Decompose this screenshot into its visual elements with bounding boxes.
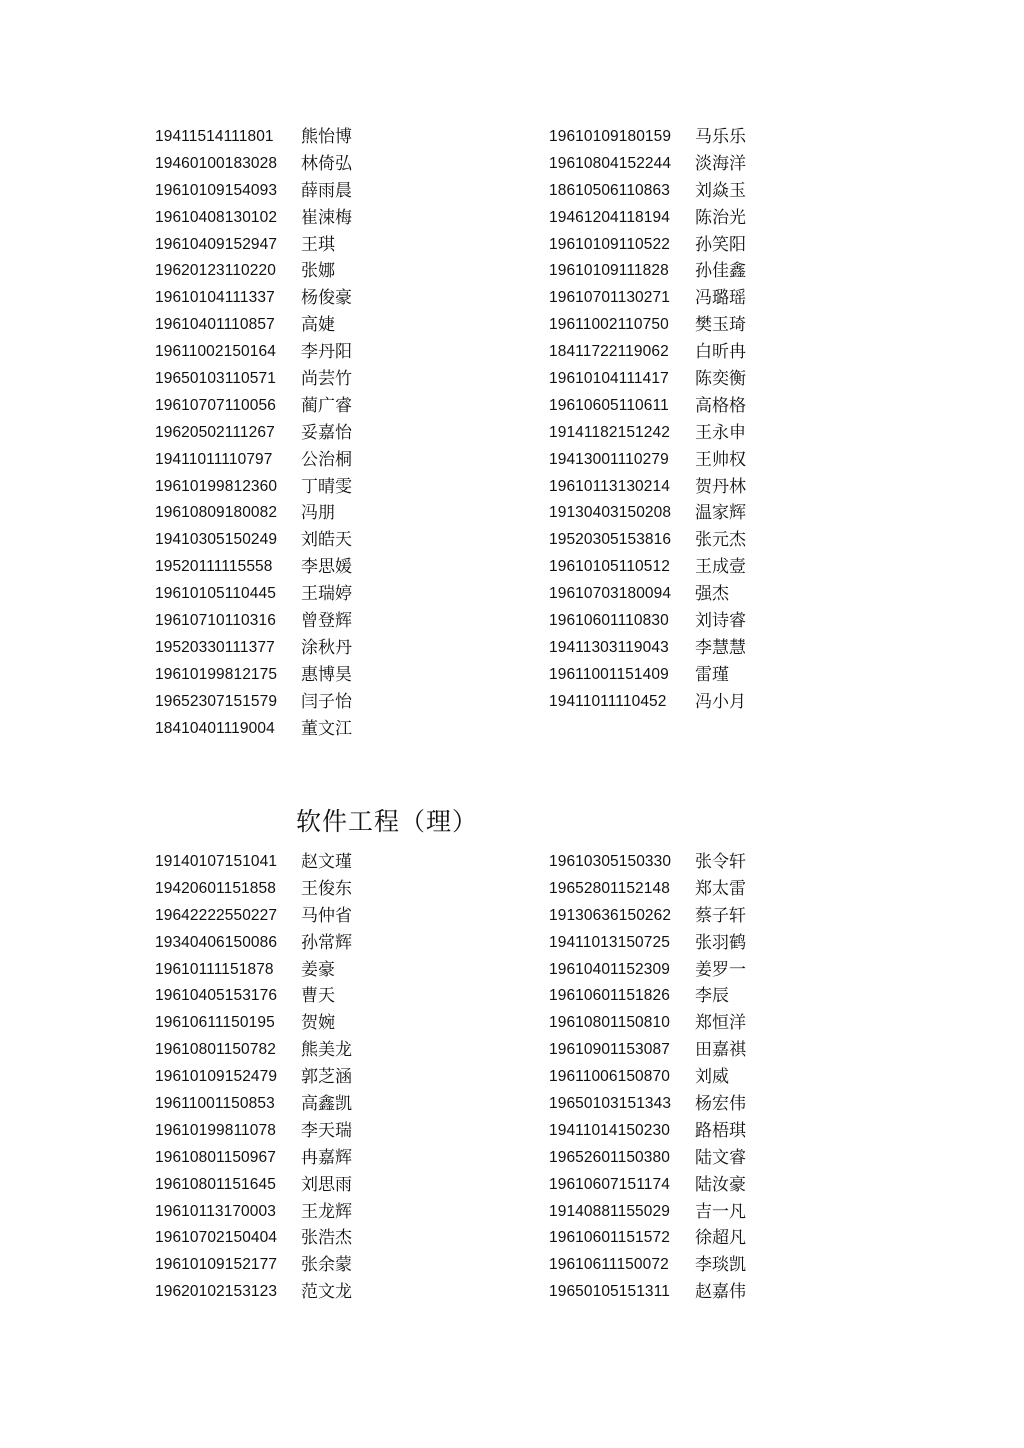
section-heading-software-engineering: 软件工程（理）	[296, 807, 479, 836]
student-id: 19620123110220	[155, 262, 276, 280]
student-id: 19411013150725	[549, 933, 670, 951]
student-id: 19610804152244	[549, 154, 672, 172]
student-row	[155, 635, 352, 662]
student-id: 19411514111801	[155, 128, 274, 145]
student-name: 张余蒙	[301, 1255, 352, 1276]
student-name: 刘焱玉	[695, 180, 746, 201]
student-id: 19610408130102	[155, 208, 278, 226]
student-row	[155, 178, 352, 205]
student-row	[155, 1199, 352, 1226]
student-name: 范文龙	[301, 1282, 352, 1303]
student-id: 19610601151826	[549, 987, 670, 1005]
student-name: 刘皓天	[301, 530, 352, 551]
student-row	[549, 447, 746, 474]
student-name: 冯小月	[695, 691, 746, 712]
student-row	[549, 1279, 746, 1306]
student-row	[155, 232, 352, 259]
student-name: 王永申	[695, 422, 746, 443]
student-id: 19140881155029	[549, 1202, 670, 1220]
student-name: 曹天	[301, 986, 335, 1007]
student-id: 19610109152479	[155, 1068, 278, 1086]
student-id: 19140107151041	[155, 853, 278, 870]
student-id: 19411011110797	[155, 450, 273, 468]
student-id: 19610109110522	[549, 235, 670, 253]
student-name: 白昕冉	[695, 342, 746, 363]
student-row	[549, 983, 746, 1010]
student-column-left	[155, 849, 352, 1306]
student-row	[155, 957, 352, 984]
student-name: 闫子怡	[301, 691, 352, 712]
student-row	[155, 1118, 352, 1145]
student-id: 19610611150072	[549, 1256, 669, 1274]
student-name: 高婕	[301, 315, 335, 336]
student-name: 贺婉	[301, 1013, 335, 1034]
student-row	[155, 151, 352, 178]
student-id: 19610401152309	[549, 960, 670, 978]
student-name: 吉一凡	[695, 1201, 746, 1222]
student-name: 温家辉	[695, 503, 746, 524]
student-name: 郑太雷	[695, 878, 746, 899]
student-id: 19610111151878	[155, 960, 274, 978]
student-row	[155, 1064, 352, 1091]
student-name: 薛雨晨	[301, 180, 352, 201]
student-id: 19411011110452	[549, 692, 667, 710]
student-row	[549, 1118, 746, 1145]
student-name: 孙常辉	[301, 932, 352, 953]
student-id: 19610105110445	[155, 585, 276, 603]
student-row	[155, 420, 352, 447]
student-row	[155, 366, 352, 393]
student-name: 蔡子轩	[695, 905, 746, 926]
student-row	[155, 1091, 352, 1118]
student-name: 张浩杰	[301, 1228, 352, 1249]
student-id: 19610305150330	[549, 853, 672, 870]
student-id: 19610113130214	[549, 477, 670, 495]
student-name: 高格格	[695, 395, 746, 416]
student-id: 19610701130271	[549, 289, 670, 307]
student-name: 郭芝涵	[301, 1067, 352, 1088]
student-name: 王俊东	[301, 878, 352, 899]
student-row	[155, 689, 352, 716]
student-id: 19610401110857	[155, 316, 275, 334]
student-name: 强杰	[695, 584, 729, 605]
student-row	[549, 1010, 746, 1037]
student-id: 19411303119043	[549, 638, 669, 656]
student-id: 19650103151343	[549, 1095, 672, 1113]
student-row	[155, 474, 352, 501]
student-id: 19652801152148	[549, 879, 670, 897]
student-id: 19610702150404	[155, 1229, 278, 1247]
student-id: 19652307151579	[155, 692, 278, 710]
student-row	[549, 285, 746, 312]
student-row	[155, 876, 352, 903]
student-row	[155, 716, 352, 743]
student-id: 19642222550227	[155, 906, 278, 924]
student-row	[549, 474, 746, 501]
student-id: 19410305150249	[155, 531, 278, 549]
student-name: 郑恒洋	[695, 1013, 746, 1034]
student-row	[549, 366, 746, 393]
student-name: 王琪	[301, 234, 335, 255]
student-row	[549, 689, 746, 716]
student-name: 高鑫凯	[301, 1094, 352, 1115]
student-id: 19610801150967	[155, 1148, 276, 1166]
student-name: 冉嘉辉	[301, 1147, 352, 1168]
student-id: 19610801150782	[155, 1041, 276, 1059]
student-row	[549, 151, 746, 178]
student-id: 19610601151572	[549, 1229, 670, 1247]
student-row	[155, 1010, 352, 1037]
student-row	[549, 581, 746, 608]
student-row	[549, 849, 746, 876]
student-row	[155, 1145, 352, 1172]
student-row	[549, 876, 746, 903]
student-row	[155, 554, 352, 581]
student-row	[155, 1252, 352, 1279]
student-id: 19130636150262	[549, 906, 672, 924]
student-id: 19610109154093	[155, 181, 278, 199]
student-name: 曾登辉	[301, 611, 352, 632]
student-row	[549, 1199, 746, 1226]
student-name: 陈奕衡	[695, 369, 746, 390]
student-name: 陆汝豪	[695, 1174, 746, 1195]
student-name: 尚芸竹	[301, 369, 352, 390]
student-row	[549, 500, 746, 527]
student-row	[549, 527, 746, 554]
student-column-right	[549, 124, 746, 716]
student-name: 赵文瑾	[301, 852, 352, 872]
student-id: 19610801151645	[155, 1175, 276, 1193]
student-id: 19610605110611	[549, 396, 669, 414]
student-row	[155, 205, 352, 232]
student-row	[155, 1225, 352, 1252]
student-name: 冯朋	[301, 503, 335, 524]
student-row	[155, 258, 352, 285]
student-id: 19610109180159	[549, 128, 672, 145]
student-name: 李思媛	[301, 557, 352, 578]
student-name: 王龙辉	[301, 1201, 352, 1222]
student-id: 19610105110512	[549, 558, 670, 576]
student-name: 李琰凯	[695, 1255, 746, 1276]
student-row	[549, 930, 746, 957]
student-column-right	[549, 849, 746, 1306]
student-row	[155, 393, 352, 420]
student-id: 19610109152177	[155, 1256, 278, 1274]
student-name: 陈治光	[695, 207, 746, 228]
student-name: 张羽鹤	[695, 932, 746, 953]
student-id: 19650103110571	[155, 370, 276, 388]
student-id: 19610405153176	[155, 987, 278, 1005]
student-id: 19130403150208	[549, 504, 672, 522]
student-row	[549, 1252, 746, 1279]
student-name: 丁晴雯	[301, 476, 352, 497]
student-name: 孙笑阳	[695, 234, 746, 255]
student-row	[155, 1172, 352, 1199]
student-name: 赵嘉伟	[695, 1282, 746, 1303]
student-row	[549, 635, 746, 662]
student-id: 19610113170003	[155, 1202, 276, 1220]
student-name: 熊美龙	[301, 1040, 352, 1061]
student-name: 杨俊豪	[301, 288, 352, 309]
student-id: 19610199811078	[155, 1121, 276, 1139]
student-id: 19520330111377	[155, 638, 275, 656]
student-row	[155, 662, 352, 689]
student-row	[549, 957, 746, 984]
student-row	[549, 178, 746, 205]
student-name: 惠博昊	[301, 664, 352, 685]
student-row	[549, 339, 746, 366]
student-row	[549, 903, 746, 930]
student-row	[549, 312, 746, 339]
student-id: 19611001151409	[549, 665, 669, 683]
student-row	[155, 124, 352, 151]
student-name: 张娜	[301, 261, 335, 282]
student-id: 19610104111337	[155, 289, 275, 307]
student-row	[549, 1172, 746, 1199]
student-id: 19413001110279	[549, 450, 669, 468]
student-id: 19650105151311	[549, 1283, 670, 1301]
student-id: 19652601150380	[549, 1148, 670, 1166]
student-row	[549, 1225, 746, 1252]
student-name: 妥嘉怡	[301, 422, 352, 443]
student-name: 王瑞婷	[301, 584, 352, 605]
student-row	[549, 662, 746, 689]
student-name: 崔涑梅	[301, 207, 352, 228]
student-name: 马乐乐	[695, 127, 746, 147]
student-name: 熊怡博	[301, 127, 352, 147]
student-row	[155, 447, 352, 474]
student-row	[549, 393, 746, 420]
student-row	[549, 608, 746, 635]
student-row	[155, 903, 352, 930]
student-row	[549, 554, 746, 581]
student-id: 19610801150810	[549, 1014, 670, 1032]
student-id: 19520111115558	[155, 558, 273, 576]
student-id: 19461204118194	[549, 208, 670, 226]
student-id: 19610710110316	[155, 612, 276, 630]
student-name: 董文江	[301, 718, 352, 739]
student-id: 19340406150086	[155, 933, 278, 951]
student-row	[155, 1279, 352, 1306]
student-name: 刘思雨	[301, 1174, 352, 1195]
student-id: 19141182151242	[549, 423, 670, 441]
student-name: 陆文睿	[695, 1147, 746, 1168]
student-id: 19520305153816	[549, 531, 672, 549]
student-name: 樊玉琦	[695, 315, 746, 336]
student-row	[549, 232, 746, 259]
student-row	[549, 420, 746, 447]
student-name: 马仲省	[301, 905, 352, 926]
student-row	[155, 608, 352, 635]
student-id: 19610104111417	[549, 370, 669, 388]
student-row	[549, 1064, 746, 1091]
student-id: 19610611150195	[155, 1014, 275, 1032]
student-name: 刘威	[695, 1067, 729, 1088]
student-id: 19610199812175	[155, 665, 278, 683]
student-id: 19610703180094	[549, 585, 672, 603]
student-row	[155, 983, 352, 1010]
student-name: 公治桐	[301, 449, 352, 470]
student-id: 19610707110056	[155, 396, 276, 414]
student-id: 19611002110750	[549, 316, 669, 334]
student-id: 19411014150230	[549, 1121, 670, 1139]
student-name: 贺丹林	[695, 476, 746, 497]
student-id: 19611002150164	[155, 343, 276, 361]
student-name: 淡海洋	[695, 153, 746, 174]
student-name: 李辰	[695, 986, 729, 1007]
student-id: 19610109111828	[549, 262, 669, 280]
student-name: 蔺广睿	[301, 395, 352, 416]
student-name: 孙佳鑫	[695, 261, 746, 282]
student-name: 路梧琪	[695, 1120, 746, 1141]
student-id: 19611006150870	[549, 1068, 670, 1086]
student-name: 李慧慧	[695, 637, 746, 658]
student-id: 18610506110863	[549, 181, 670, 199]
student-row	[155, 339, 352, 366]
student-id: 19610199812360	[155, 477, 278, 495]
student-id: 18410401119004	[155, 719, 275, 737]
student-name: 田嘉祺	[695, 1040, 746, 1061]
student-id: 19610809180082	[155, 504, 278, 522]
student-row	[155, 581, 352, 608]
student-name: 刘诗睿	[695, 611, 746, 632]
student-name: 张令轩	[695, 852, 746, 872]
student-row	[155, 527, 352, 554]
student-name: 王帅权	[695, 449, 746, 470]
student-name: 涂秋丹	[301, 637, 352, 658]
student-id: 18411722119062	[549, 343, 669, 361]
student-name: 冯璐瑶	[695, 288, 746, 309]
student-row	[549, 1037, 746, 1064]
student-name: 姜罗一	[695, 959, 746, 980]
student-id: 19460100183028	[155, 154, 278, 172]
student-id: 19610901153087	[549, 1041, 670, 1059]
student-name: 雷瑾	[695, 664, 729, 685]
student-name: 姜豪	[301, 959, 335, 980]
student-name: 张元杰	[695, 530, 746, 551]
student-name: 徐超凡	[695, 1228, 746, 1249]
student-row	[155, 285, 352, 312]
student-id: 19610607151174	[549, 1175, 670, 1193]
student-id: 19610601110830	[549, 612, 669, 630]
student-id: 19610409152947	[155, 235, 278, 253]
student-name: 李天瑞	[301, 1120, 352, 1141]
student-row	[549, 1091, 746, 1118]
student-row	[549, 124, 746, 151]
student-id: 19620102153123	[155, 1283, 278, 1301]
student-row	[155, 312, 352, 339]
student-id: 19611001150853	[155, 1095, 275, 1113]
student-column-left	[155, 124, 352, 742]
student-row	[155, 930, 352, 957]
student-name: 李丹阳	[301, 342, 352, 363]
student-id: 19420601151858	[155, 879, 276, 897]
student-row	[549, 258, 746, 285]
student-id: 19620502111267	[155, 423, 275, 441]
student-row	[549, 205, 746, 232]
student-name: 王成壹	[695, 557, 746, 578]
student-name: 林倚弘	[301, 153, 352, 174]
student-name: 杨宏伟	[695, 1094, 746, 1115]
student-row	[549, 1145, 746, 1172]
student-row	[155, 500, 352, 527]
student-row	[155, 1037, 352, 1064]
student-row	[155, 849, 352, 876]
